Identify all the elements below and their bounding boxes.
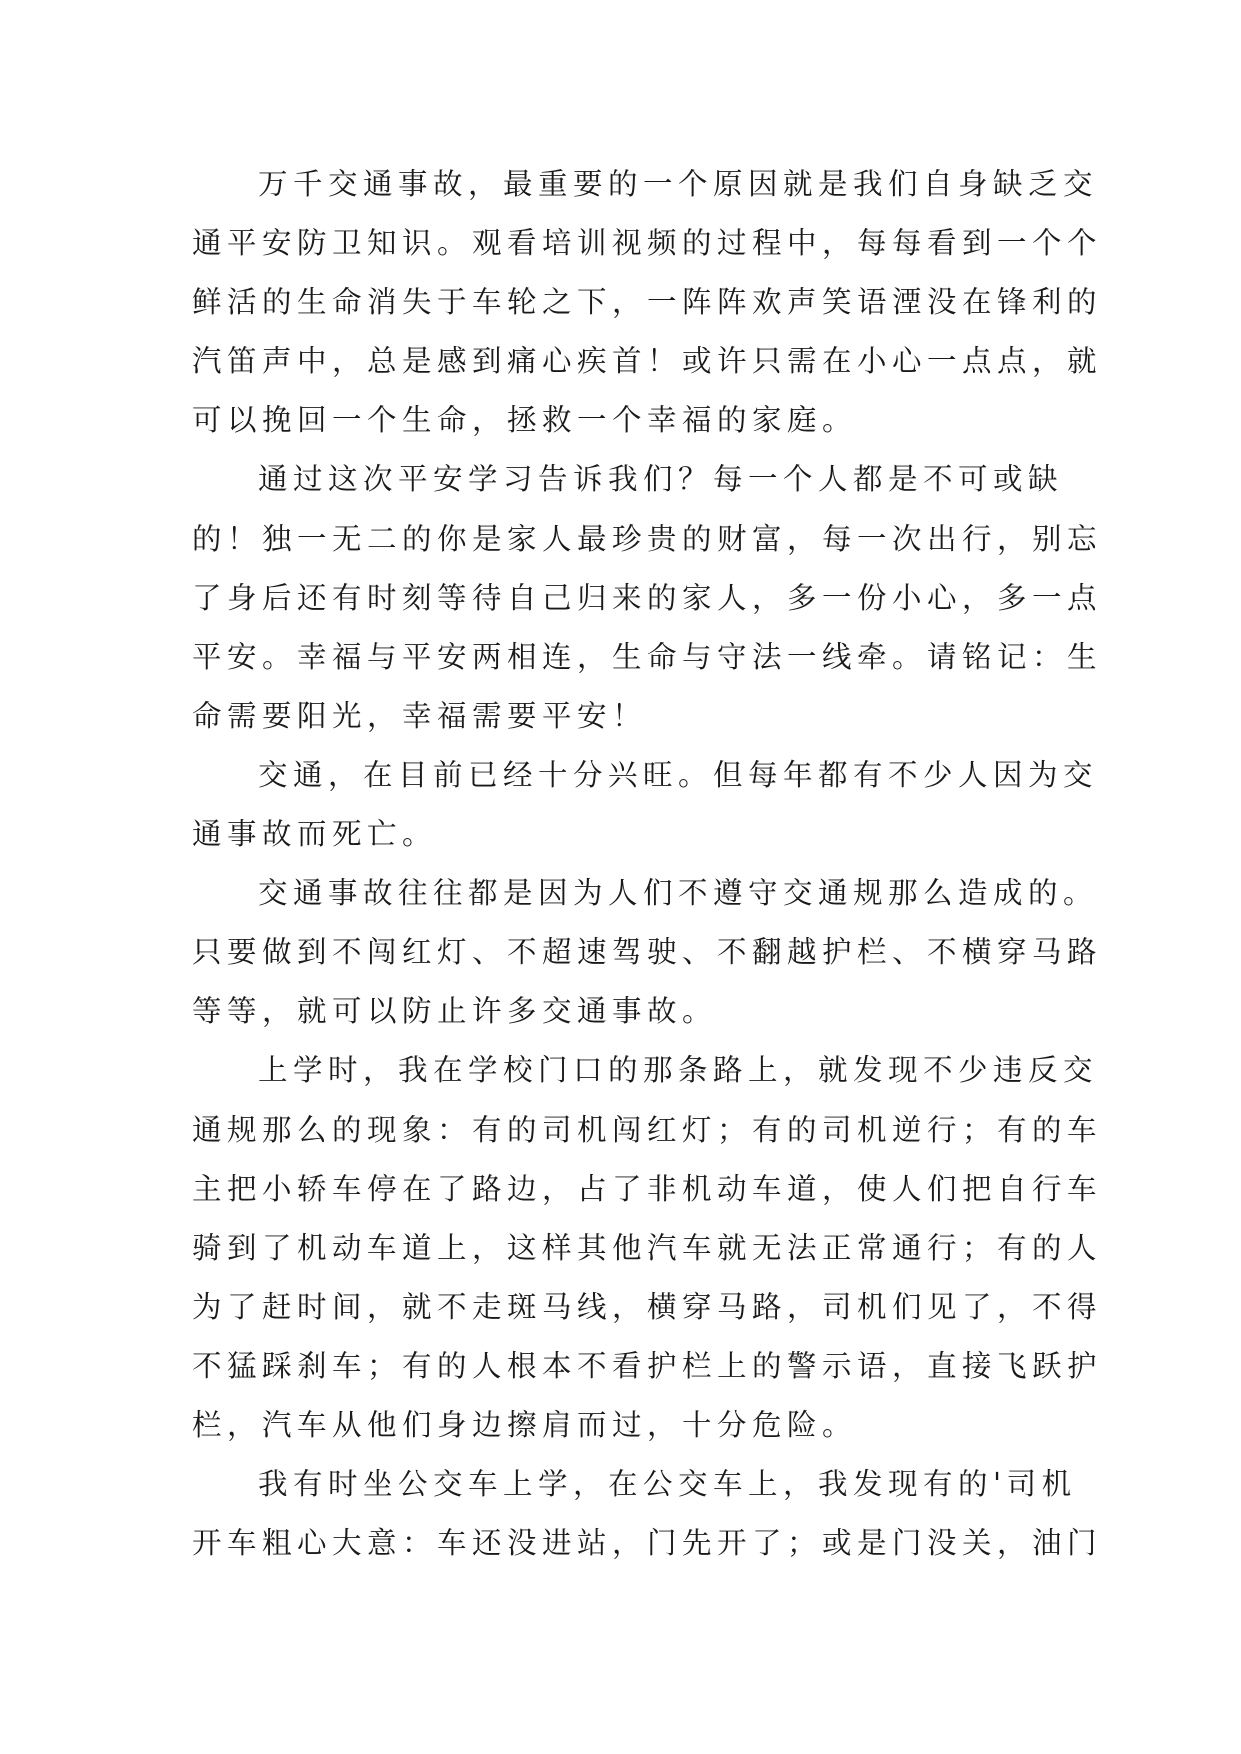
text-line: 鲜活的生命消失于车轮之下，一阵阵欢声笑语湮没在锋利的 xyxy=(192,285,1103,320)
paragraph-3 xyxy=(192,746,1099,864)
paragraph-4 xyxy=(192,864,1103,1041)
text-line: 万千交通事故，最重要的一个原因就是我们自身缺乏交 xyxy=(258,167,1099,201)
text-line: 平安。幸福与平安两相连，生命与守法一线牵。请铭记：生 xyxy=(192,639,1103,674)
text-line: 通过这次平安学习告诉我们？每一个人都是不可或缺 xyxy=(258,462,1064,497)
text-line: 通规那么的现象：有的司机闯红灯；有的司机逆行；有的车 xyxy=(192,1112,1103,1147)
text-line: 的！独一无二的你是家人最珍贵的财富，每一次出行，别忘 xyxy=(192,521,1103,556)
text-line: 可以挽回一个生命，拯救一个幸福的家庭。 xyxy=(192,403,858,438)
paragraph-1 xyxy=(192,155,1103,450)
paragraph-5 xyxy=(192,1041,1103,1455)
text-line: 交通事故往往都是因为人们不遵守交通规那么造成的。 xyxy=(258,876,1099,911)
paragraph-2 xyxy=(192,450,1103,745)
text-line: 骑到了机动车道上，这样其他汽车就无法正常通行；有的人 xyxy=(192,1230,1103,1265)
text-line: 主把小轿车停在了路边，占了非机动车道，使人们把自行车 xyxy=(192,1171,1103,1206)
text-line: 只要做到不闯红灯、不超速驾驶、不翻越护栏、不横穿马路 xyxy=(192,935,1103,970)
document-body xyxy=(192,155,1103,1573)
text-line: 命需要阳光，幸福需要平安！ xyxy=(192,698,648,733)
text-line: 不猛踩刹车；有的人根本不看护栏上的警示语，直接飞跃护 xyxy=(192,1348,1103,1383)
text-line: 栏，汽车从他们身边擦肩而过，十分危险。 xyxy=(192,1407,858,1442)
text-line: 等等，就可以防止许多交通事故。 xyxy=(192,994,718,1029)
text-line: 了身后还有时刻等待自己归来的家人，多一份小心，多一点 xyxy=(192,580,1103,615)
text-line: 交通，在目前已经十分兴旺。但每年都有不少人因为交 xyxy=(258,757,1099,792)
text-line: 开车粗心大意：车还没进站，门先开了；或是门没关，油门 xyxy=(192,1526,1103,1561)
text-line: 通平安防卫知识。观看培训视频的过程中，每每看到一个个 xyxy=(192,226,1103,261)
paragraph-6 xyxy=(192,1455,1103,1573)
text-line: 汽笛声中，总是感到痛心疾首！或许只需在小心一点点，就 xyxy=(192,344,1103,379)
text-line: 我有时坐公交车上学，在公交车上，我发现有的'司机 xyxy=(258,1467,1077,1502)
text-line: 通事故而死亡。 xyxy=(192,817,438,852)
text-line: 为了赶时间，就不走斑马线，横穿马路，司机们见了，不得 xyxy=(192,1289,1103,1324)
text-line: 上学时，我在学校门口的那条路上，就发现不少违反交 xyxy=(258,1053,1099,1088)
